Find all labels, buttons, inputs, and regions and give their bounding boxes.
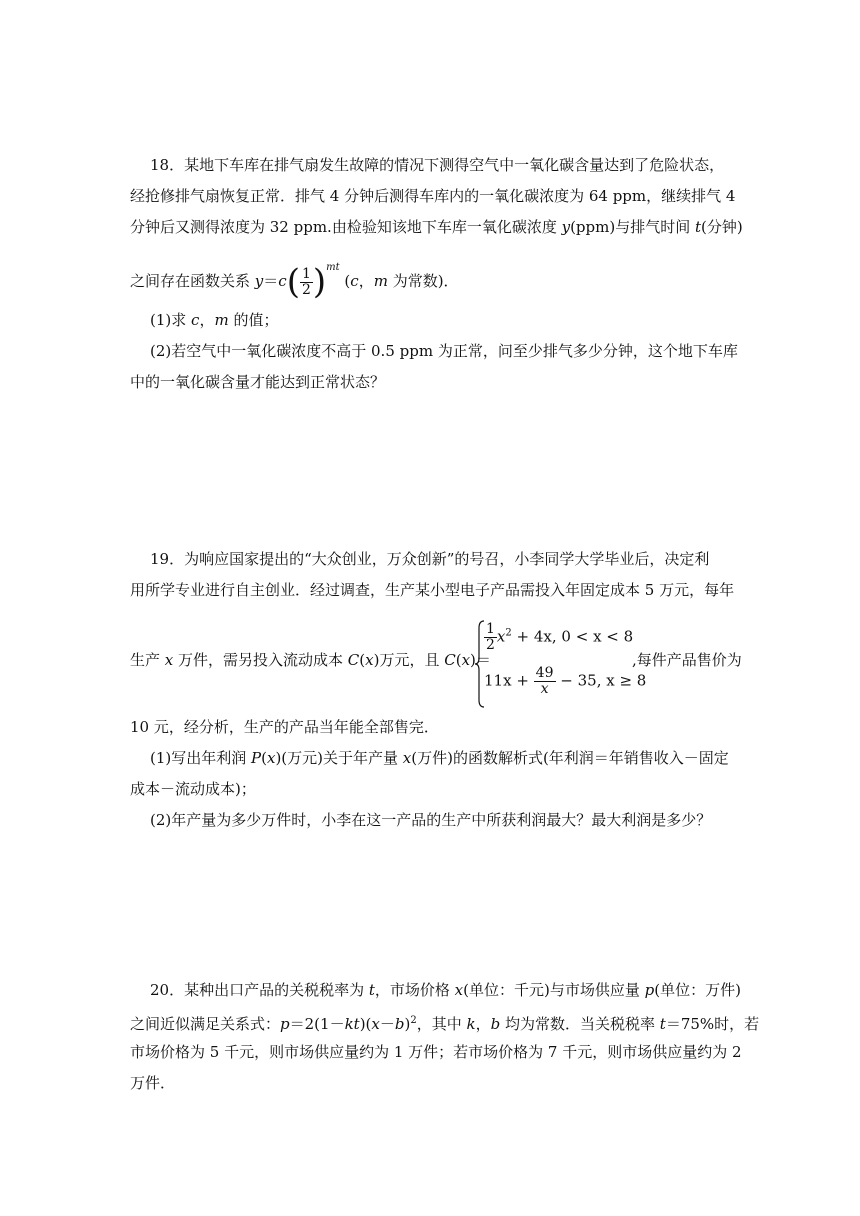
q18-part-2: (2)若空气中一氧化碳浓度不高于 0.5 ppm 为正常，问至少排气多少分钟，这个地下车库 xyxy=(150,342,738,360)
q18-line-3: 分钟后又测得浓度为 32 ppm.由检验知该地下车库一氧化碳浓度 y(ppm)与排气时间 t(分钟) xyxy=(130,218,743,236)
q19-line-1: 19．为响应国家提出的“大众创业，万众创新”的号召，小李同学大学毕业后，决定利 xyxy=(150,550,710,568)
q18-part-2-cont: 中的一氧化碳含量才能达到正常状态？ xyxy=(130,373,386,391)
q19-part-2: (2)年产量为多少万件时，小李在这一产品的生产中所获利润最大？最大利润是多少？ xyxy=(150,811,712,829)
q18-part-1: (1)求 c，m 的值； xyxy=(150,311,279,329)
half-fraction: $\frac{1}{2}$ xyxy=(301,265,311,298)
q20-line-4: 万件． xyxy=(130,1074,176,1092)
q19-line-4: 10 元，经分析，生产的产品当年能全部售完． xyxy=(130,718,439,736)
piecewise-case-1: $\frac{1}{2}$ $x^2 + 4x$, 0 < x < 8 xyxy=(486,621,634,653)
piecewise-case-2: 11x + $\frac{49}{x}$ − 35, x ≥ 8 xyxy=(484,665,647,697)
q20-line-2: 之间近似满足关系式：$p=2(1-kt)(x-b)^2$，其中 k，b 均为常数．当关税税率 t＝75%时，若 xyxy=(130,1015,760,1033)
q18-line-1: 18．某地下车库在排气扇发生故障的情况下测得空气中一氧化碳含量达到了危险状态， xyxy=(150,156,725,174)
q19-line-3: 生产 x 万件，需另投入流动成本 C(x)万元，且 C(x)＝ xyxy=(130,651,491,669)
q19-line-3-tail: ,每件产品售价为 xyxy=(632,651,742,669)
q18-line-4: 之间存在函数关系 y＝c( $\frac{1}{2}$ )$^{mt}$ (c，m 为常数)． xyxy=(130,262,459,302)
q20-line-1: 20．某种出口产品的关税税率为 t，市场价格 x(单位：千元)与市场供应量 p(单位：万件) xyxy=(150,981,741,999)
q20-line-3: 市场价格为 5 千元，则市场供应量约为 1 万件；若市场价格为 7 千元，则市场供应量约为 2 xyxy=(130,1043,742,1061)
q19-part-1: (1)写出年利润 P(x)(万元)关于年产量 x(万件)的函数解析式(年利润＝年销售收入－固定 xyxy=(150,749,729,767)
q18-line-2: 经抢修排气扇恢复正常．排气 4 分钟后测得车库内的一氧化碳浓度为 64 ppm，继续排气 4 xyxy=(130,187,736,205)
q19-part-1-cont: 成本－流动成本)； xyxy=(130,780,256,798)
q19-line-2: 用所学专业进行自主创业．经过调查，生产某小型电子产品需投入年固定成本 5 万元，每年 xyxy=(130,581,735,599)
